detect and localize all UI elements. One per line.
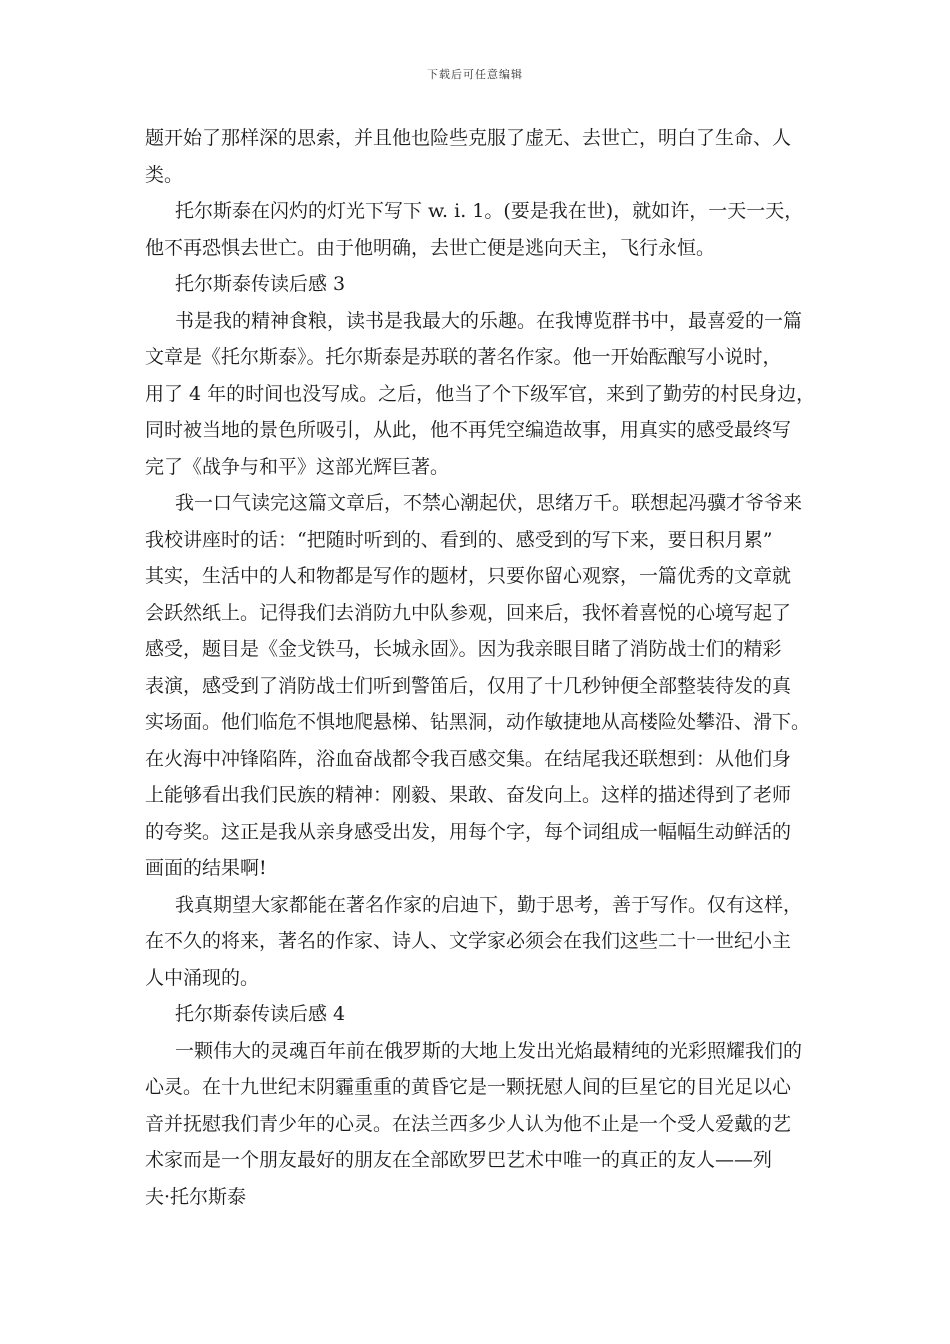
text-line: 书是我的精神食粮，读书是我最大的乐趣。在我博览群书中，最喜爱的一篇 bbox=[175, 309, 803, 332]
text-line: 音并抚慰我们青少年的心灵。在法兰西多少人认为他不止是一个受人爱戴的艺 bbox=[145, 1112, 792, 1135]
text-line: 画面的结果啊! bbox=[145, 857, 267, 879]
text-line: 实场面。他们临危不惧地爬悬梯、钻黑洞，动作敏捷地从高楼险处攀沿、滑下。 bbox=[145, 711, 811, 733]
text-line: 一颗伟大的灵魂百年前在俄罗斯的大地上发出光焰最精纯的光彩照耀我们的 bbox=[175, 1039, 803, 1062]
text-line: 的夸奖。这正是我从亲身感受出发，用每个字，每个词组成一幅幅生动鲜活的 bbox=[145, 820, 792, 843]
text-line: 用了 4 年的时间也没写成。之后，他当了个下级军官，来到了勤劳的村民身边， bbox=[145, 382, 816, 405]
text-line: 完了《战争与和平》这部光辉巨著。 bbox=[145, 455, 450, 478]
text-line: 表演，感受到了消防战士们听到警笛后，仅用了十几秒钟便全部整装待发的真 bbox=[145, 674, 792, 697]
text-line: 感受，题目是《金戈铁马，长城永固》。因为我亲眼目睹了消防战士们的精彩 bbox=[145, 638, 782, 660]
text-line: 我校讲座时的话：“把随时听到的、看到的、感受到的写下来，要日积月累” bbox=[145, 528, 773, 551]
text-line: 类。 bbox=[145, 163, 184, 186]
text-line: 文章是《托尔斯泰》。托尔斯泰是苏联的著名作家。他一开始酝酿写小说时， bbox=[145, 346, 782, 368]
text-line: 人中涌现的。 bbox=[145, 966, 260, 989]
text-line: 心灵。在十九世纪末阴霾重重的黄昏它是一颗抚慰人间的巨星它的目光足以心 bbox=[145, 1076, 792, 1098]
text-line: 上能够看出我们民族的精神：刚毅、果敢、奋发向上。这样的描述得到了老师 bbox=[145, 784, 792, 806]
text-line: 其实，生活中的人和物都是写作的题材，只要你留心观察，一篇优秀的文章就 bbox=[145, 565, 792, 587]
text-line: 术家而是一个朋友最好的朋友在全部欧罗巴艺术中唯一的真正的友人——列 bbox=[145, 1149, 773, 1171]
text-line: 托尔斯泰传读后感 3 bbox=[175, 273, 346, 295]
text-line: 我一口气读完这篇文章后，不禁心潮起伏，思绪万千。联想起冯骥才爷爷来 bbox=[175, 492, 803, 514]
text-line: 托尔斯泰在闪灼的灯光下写下 w. i. 1。(要是我在世)，就如许，一天一天， bbox=[175, 200, 804, 222]
text-line: 同时被当地的景色所吸引，从此，他不再凭空编造故事，用真实的感受最终写 bbox=[145, 419, 792, 441]
document-body bbox=[145, 120, 816, 1215]
text-line: 他不再恐惧去世亡。由于他明确，去世亡便是逃向天主，飞行永恒。 bbox=[145, 236, 716, 259]
text-line: 在不久的将来，著名的作家、诗人、文学家必须会在我们这些二十一世纪小主 bbox=[145, 930, 792, 952]
page-header: 下载后可任意编辑 bbox=[427, 68, 523, 81]
text-line: 托尔斯泰传读后感 4 bbox=[175, 1003, 346, 1025]
text-line: 夫·托尔斯泰 bbox=[145, 1185, 247, 1208]
text-line: 在火海中冲锋陷阵，浴血奋战都令我百感交集。在结尾我还联想到：从他们身 bbox=[145, 747, 792, 770]
text-line: 题开始了那样深的思索，并且他也险些克服了虚无、去世亡，明白了生命、人 bbox=[145, 127, 792, 149]
text-line: 会跃然纸上。记得我们去消防九中队参观，回来后，我怀着喜悦的心境写起了 bbox=[145, 601, 792, 624]
text-line: 我真期望大家都能在著名作家的启迪下，勤于思考，善于写作。仅有这样， bbox=[175, 893, 803, 916]
